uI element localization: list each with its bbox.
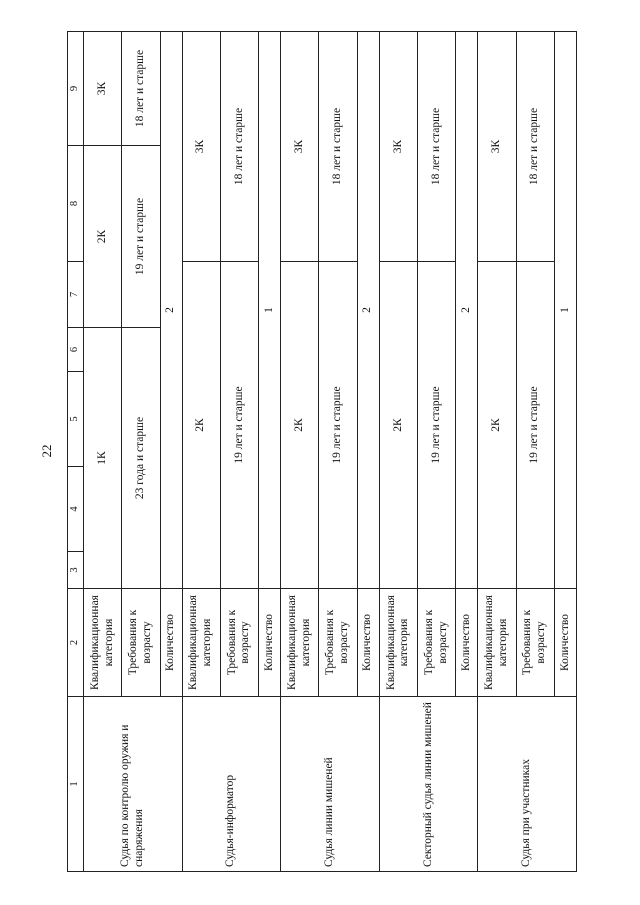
column-number: 8 bbox=[68, 146, 84, 262]
age-value: 18 лет и старше bbox=[319, 32, 357, 262]
category-value: 2К bbox=[478, 262, 516, 589]
category-value: 2К bbox=[281, 262, 319, 589]
role-name: Судья линии мишеней bbox=[281, 697, 380, 872]
page-number: 22 bbox=[39, 444, 54, 458]
row-label: Требования к возрасту bbox=[418, 589, 456, 697]
column-number: 3 bbox=[68, 552, 84, 589]
row-label: Требования к возрасту bbox=[516, 589, 554, 697]
table-row bbox=[182, 32, 220, 872]
row-label: Требования к возрасту bbox=[319, 589, 357, 697]
count-value: 2 bbox=[357, 32, 379, 589]
row-label: Квалификационная категория bbox=[182, 589, 220, 697]
table-row bbox=[478, 32, 516, 872]
age-value: 19 лет и старше bbox=[319, 262, 357, 589]
row-label: Количество bbox=[554, 589, 576, 697]
role-name: Судья по контролю оружия и снаряжения bbox=[84, 697, 183, 872]
category-value: 3К bbox=[379, 32, 417, 262]
table-row bbox=[84, 32, 122, 872]
category-value: 3К bbox=[182, 32, 220, 262]
row-label: Количество bbox=[357, 589, 379, 697]
role-name: Судья-информатор bbox=[182, 697, 281, 872]
column-number: 4 bbox=[68, 467, 84, 552]
category-value: 2К bbox=[182, 262, 220, 589]
age-value: 19 лет и старше bbox=[418, 262, 456, 589]
column-number: 7 bbox=[68, 262, 84, 328]
row-label: Квалификационная категория bbox=[84, 589, 122, 697]
column-number-row bbox=[68, 32, 84, 872]
count-value: 1 bbox=[259, 32, 281, 589]
category-value: 2К bbox=[84, 146, 122, 328]
age-value: 18 лет и старше bbox=[516, 32, 554, 262]
age-value: 23 года и старше bbox=[122, 328, 160, 589]
category-value: 3К bbox=[281, 32, 319, 262]
column-number: 9 bbox=[68, 32, 84, 146]
table-row bbox=[379, 32, 417, 872]
count-value: 2 bbox=[456, 32, 478, 589]
row-label: Требования к возрасту bbox=[220, 589, 258, 697]
column-number: 5 bbox=[68, 372, 84, 467]
category-value: 2К bbox=[379, 262, 417, 589]
row-label: Количество bbox=[259, 589, 281, 697]
row-label: Требования к возрасту bbox=[122, 589, 160, 697]
role-name: Судья при участниках bbox=[478, 697, 577, 872]
row-label: Квалификационная категория bbox=[478, 589, 516, 697]
category-value: 3К bbox=[478, 32, 516, 262]
row-label: Количество bbox=[160, 589, 182, 697]
age-value: 18 лет и старше bbox=[220, 32, 258, 262]
age-value: 18 лет и старше bbox=[122, 32, 160, 146]
referee-requirements-table bbox=[67, 31, 577, 872]
age-value: 19 лет и старше bbox=[220, 262, 258, 589]
age-value: 19 лет и старше bbox=[122, 146, 160, 328]
row-label: Квалификационная категория bbox=[379, 589, 417, 697]
age-value: 18 лет и старше bbox=[418, 32, 456, 262]
row-label: Квалификационная категория bbox=[281, 589, 319, 697]
category-value: 3К bbox=[84, 32, 122, 146]
referee-table-wrapper bbox=[67, 32, 577, 872]
table-row bbox=[281, 32, 319, 872]
column-number: 2 bbox=[68, 589, 84, 697]
column-number: 6 bbox=[68, 328, 84, 372]
row-label: Количество bbox=[456, 589, 478, 697]
category-value: 1К bbox=[84, 328, 122, 589]
role-name: Секторный судья линии мишеней bbox=[379, 697, 478, 872]
column-number: 1 bbox=[68, 697, 84, 872]
age-value: 19 лет и старше bbox=[516, 262, 554, 589]
count-value: 1 bbox=[554, 32, 576, 589]
count-value: 2 bbox=[160, 32, 182, 589]
